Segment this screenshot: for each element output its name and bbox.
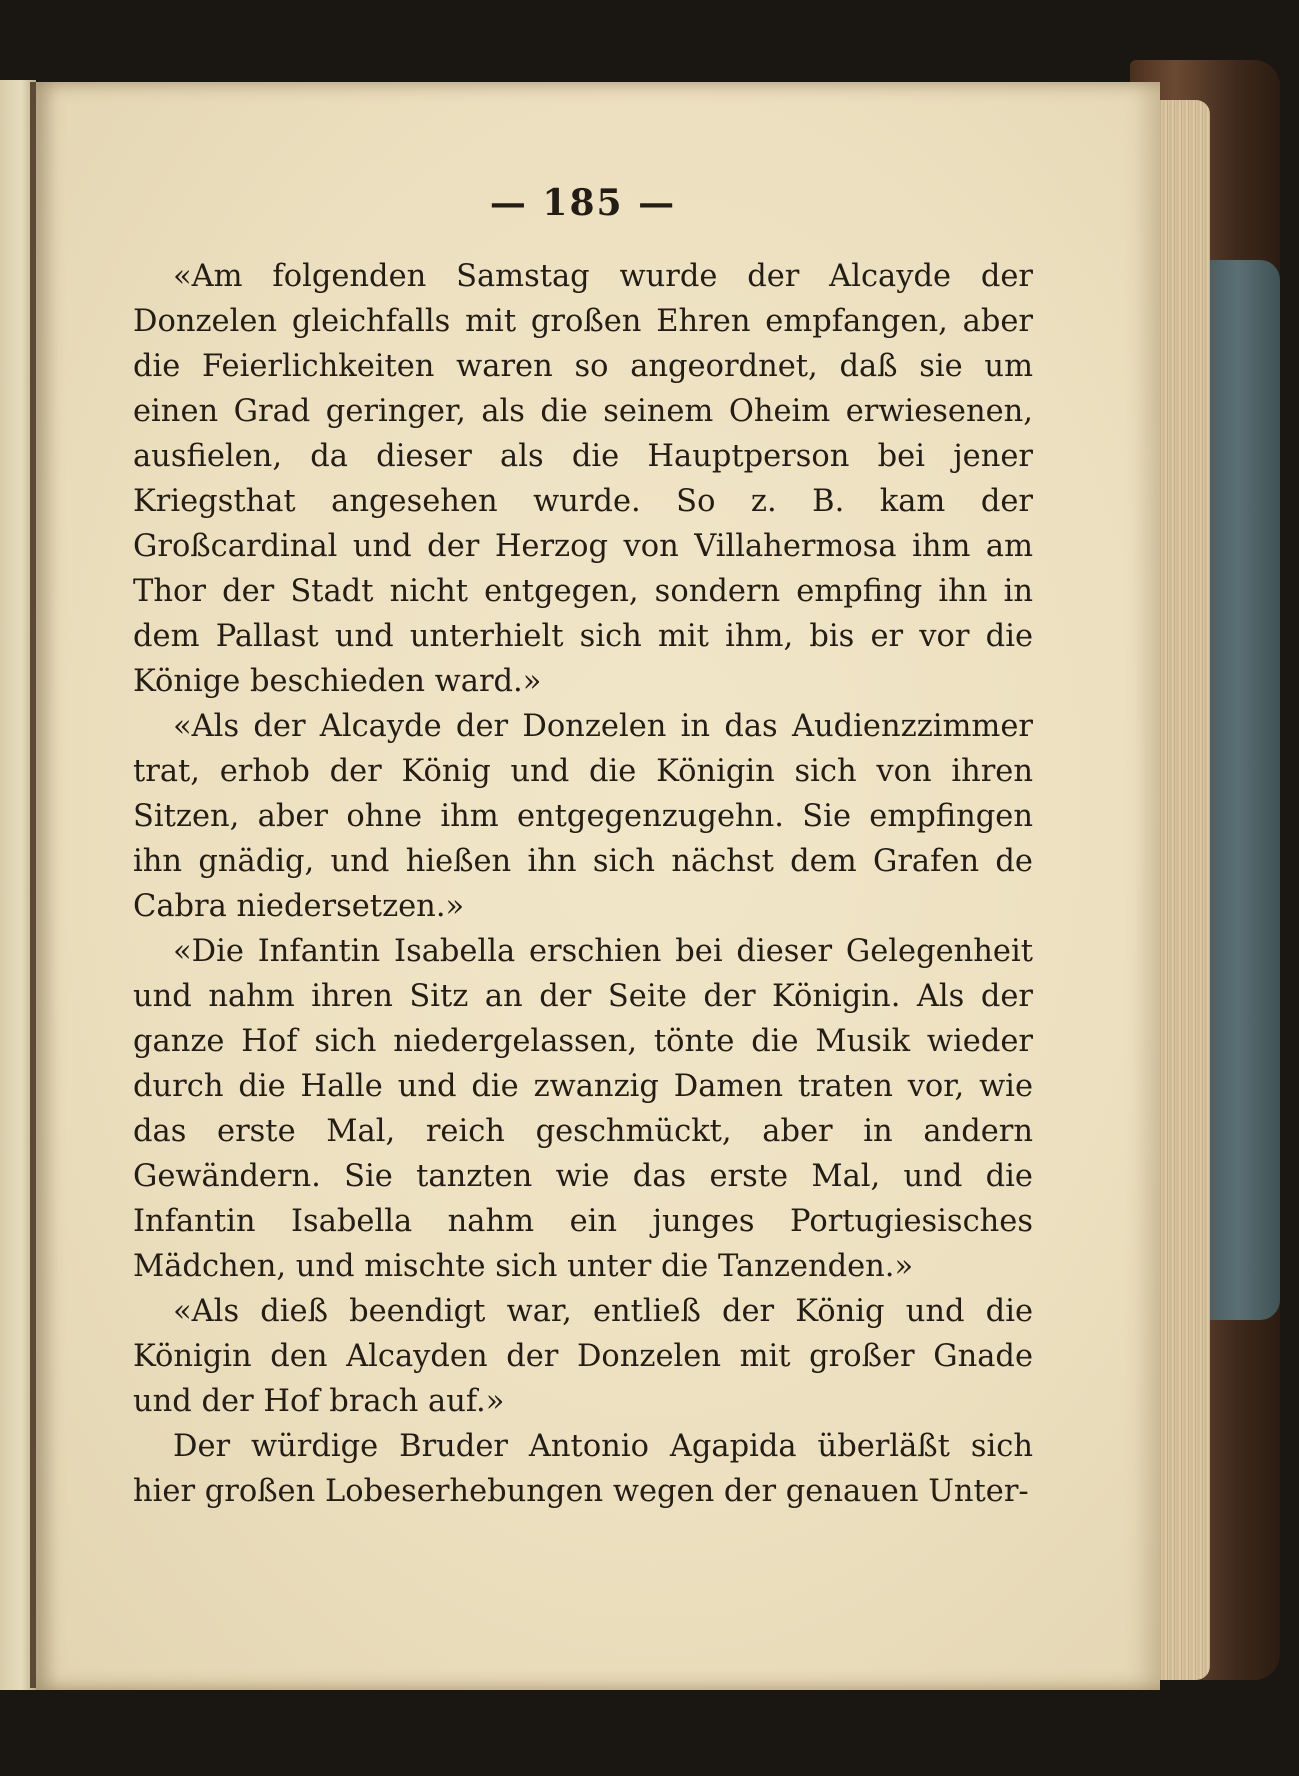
- paragraph-3: «Die Infantin Isabella erschien bei dieser Gelegenheit und nahm ihren Sitz an der Seite der Königin. Als der ganze Hof sich niedergelassen, tönte die Musik wieder durch die Halle und die zwanzig Damen traten vor, wie das erste Mal, reich geschmückt, aber in andern Gewändern. Sie tanzten wie das erste Mal, und die Infantin Isabella nahm ein junges Portugiesisches Mädchen, und mischte sich unter die Tanzenden.»: [133, 934, 1033, 1284]
- paragraph-1: «Am folgenden Samstag wurde der Alcayde der Donzelen gleichfalls mit großen Ehren empfangen, aber die Feierlichkeiten waren so angeordnet, daß sie um einen Grad geringer, als die seinem Oheim erwiesenen, ausfielen, da dieser als die Hauptperson bei jener Kriegsthat angesehen wurde. So z. B. kam der Großcardinal und der Herzog von Villahermosa ihm am Thor der Stadt nicht entgegen, sondern empfing ihn in dem Pallast und unterhielt sich mit ihm, bis er vor die Könige beschieden ward.»: [133, 259, 1033, 699]
- book-page: [36, 82, 1160, 1690]
- paragraph-2: «Als der Alcayde der Donzelen in das Audienzzimmer trat, erhob der König und die Königin sich von ihren Sitzen, aber ohne ihm entgegenzugehn. Sie empfingen ihn gnädig, und hießen ihn sich nächst dem Grafen de Cabra niedersetzen.»: [133, 709, 1033, 924]
- paragraph-4: «Als dieß beendigt war, entließ der König und die Königin den Alcayden der Donzelen mit großer Gnade und der Hof brach auf.»: [133, 1294, 1033, 1419]
- page-content: [133, 182, 1033, 1514]
- page-number: — 185 —: [489, 182, 677, 224]
- paragraph-5: Der würdige Bruder Antonio Agapida überläßt sich hier großen Lobeserhebungen wegen der genauen Unter-: [133, 1429, 1033, 1509]
